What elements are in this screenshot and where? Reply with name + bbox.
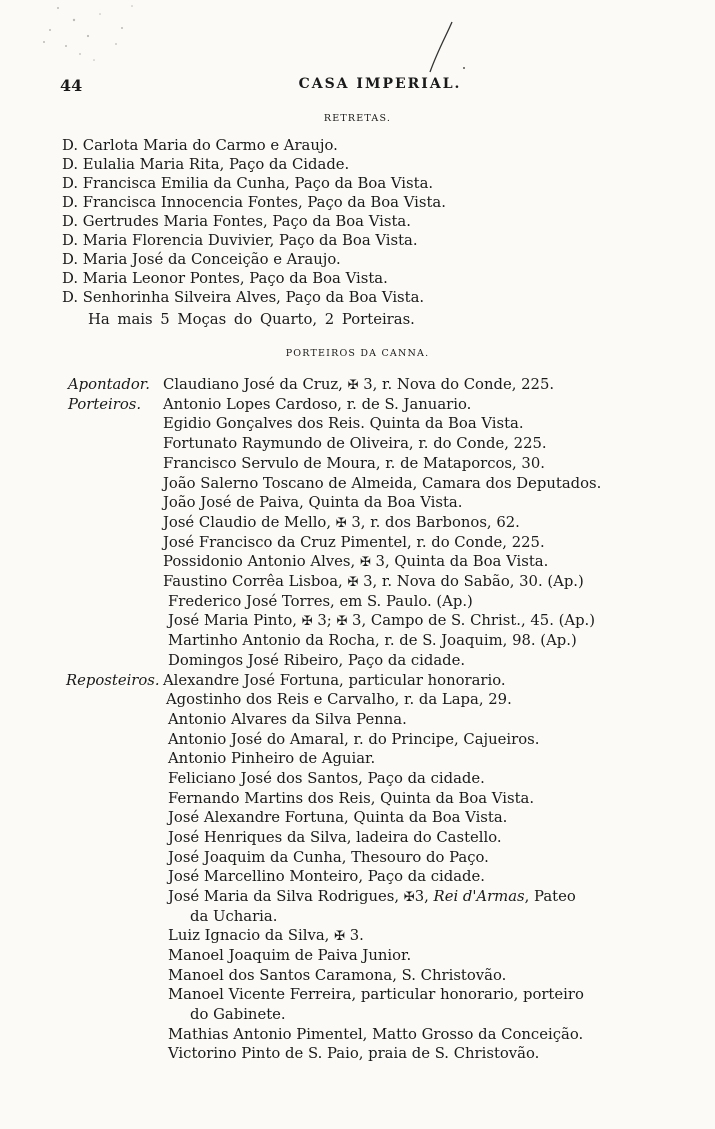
list-item: D. Maria Florencia Duvivier, Paço da Boa Vista.	[62, 232, 418, 249]
list-item: Antonio Alvares da Silva Penna.	[168, 711, 407, 728]
list-item: Egidio Gonçalves dos Reis. Quinta da Boa Vista.	[163, 415, 524, 432]
list-item: Fernando Martins dos Reis, Quinta da Boa Vista.	[168, 790, 535, 807]
list-item: Alexandre José Fortuna, particular honorario.	[163, 672, 506, 689]
list-item: Agostinho dos Reis e Carvalho, r. da Lapa, 29.	[166, 691, 512, 708]
list-item: José Francisco da Cruz Pimentel, r. do Conde, 225.	[163, 534, 545, 551]
list-item: José Maria da Silva Rodrigues, ✠3, Rei d'Armas, Pateo	[168, 888, 576, 905]
list-item: Frederico José Torres, em S. Paulo. (Ap.)	[168, 593, 473, 610]
section-title-porteiros: PORTEIROS DA CANNA.	[285, 348, 430, 359]
list-item: D. Francisca Emilia da Cunha, Paço da Boa Vista.	[62, 175, 434, 192]
list-item: Faustino Corrêa Lisboa, ✠ 3, r. Nova do Sabão, 30. (Ap.)	[163, 573, 584, 590]
list-item-note: Ha mais 5 Moças do Quarto, 2 Porteiras.	[88, 311, 415, 328]
list-item: Francisco Servulo de Moura, r. de Mataporcos, 30.	[163, 455, 545, 472]
list-item: D. Gertrudes Maria Fontes, Paço da Boa Vista.	[62, 213, 411, 230]
list-item: Antonio Pinheiro de Aguiar.	[168, 750, 376, 767]
order-cross-icon: ✠	[403, 890, 415, 905]
list-item: D. Senhorinha Silveira Alves, Paço da Boa Vista.	[62, 289, 425, 306]
order-cross-icon: ✠	[301, 614, 313, 629]
list-item: Claudiano José da Cruz, ✠ 3, r. Nova do Conde, 225.	[163, 376, 555, 393]
list-item: José Joaquim da Cunha, Thesouro do Paço.	[168, 849, 489, 866]
section-title-retretas: RETRETAS.	[323, 113, 392, 124]
list-item: João Salerno Toscano de Almeida, Camara dos Deputados.	[163, 475, 602, 492]
list-item: Manoel Vicente Ferreira, particular honorario, porteiro	[168, 986, 584, 1003]
order-cross-icon: ✠	[359, 555, 371, 570]
list-item: Feliciano José dos Santos, Paço da cidade.	[168, 770, 485, 787]
order-cross-icon: ✠	[347, 575, 359, 590]
list-item: Mathias Antonio Pimentel, Matto Grosso da Conceição.	[168, 1026, 584, 1043]
list-item: Victorino Pinto de S. Paio, praia de S. Christovão.	[168, 1045, 540, 1062]
list-item: Antonio José do Amaral, r. do Principe, Cajueiros.	[168, 731, 540, 748]
ink-specks	[28, 0, 168, 70]
list-item-continued: da Ucharia.	[190, 908, 278, 925]
list-item-continued: do Gabinete.	[190, 1006, 286, 1023]
list-item: Manoel dos Santos Caramona, S. Christovão.	[168, 967, 507, 984]
list-item: D. Maria José da Conceição e Araujo.	[62, 251, 341, 268]
list-item: D. Maria Leonor Pontes, Paço da Boa Vista.	[62, 270, 388, 287]
list-item: José Marcellino Monteiro, Paço da cidade.	[168, 868, 485, 885]
order-cross-icon: ✠	[334, 929, 345, 944]
list-item: José Henriques da Silva, ladeira do Castello.	[168, 829, 502, 846]
list-item: Antonio Lopes Cardoso, r. de S. Januario.	[163, 396, 472, 413]
list-item: José Maria Pinto, ✠ 3; ✠ 3, Campo de S. Christ., 45. (Ap.)	[168, 612, 596, 629]
list-item: Martinho Antonio da Rocha, r. de S. Joaquim, 98. (Ap.)	[168, 632, 577, 649]
list-item: Domingos José Ribeiro, Paço da cidade.	[168, 652, 466, 669]
list-item: José Claudio de Mello, ✠ 3, r. dos Barbonos, 62.	[163, 514, 520, 531]
list-item: Luiz Ignacio da Silva, ✠ 3.	[168, 927, 364, 944]
pencil-mark	[420, 18, 470, 78]
order-cross-icon: ✠	[336, 614, 348, 629]
order-cross-icon: ✠	[335, 516, 347, 531]
list-item: D. Eulalia Maria Rita, Paço da Cidade.	[62, 156, 350, 173]
list-item: Possidonio Antonio Alves, ✠ 3, Quinta da Boa Vista.	[163, 553, 549, 570]
page-header	[60, 76, 660, 98]
role-label-apontador: Apontador.	[68, 376, 150, 393]
list-item: Fortunato Raymundo de Oliveira, r. do Conde, 225.	[163, 435, 547, 452]
page-number: 44	[60, 76, 83, 95]
role-label-reposteiros: Reposteiros.	[66, 672, 160, 689]
list-item: D. Carlota Maria do Carmo e Araujo.	[62, 137, 338, 154]
list-item: D. Francisca Innocencia Fontes, Paço da Boa Vista.	[62, 194, 446, 211]
list-item: José Alexandre Fortuna, Quinta da Boa Vista.	[168, 809, 508, 826]
order-cross-icon: ✠	[347, 378, 359, 393]
running-head: CASA IMPERIAL.	[298, 76, 462, 92]
list-item: João José de Paiva, Quinta da Boa Vista.	[163, 494, 463, 511]
role-label-porteiros: Porteiros.	[68, 396, 142, 413]
list-item: Manoel Joaquim de Paiva Junior.	[168, 947, 412, 964]
